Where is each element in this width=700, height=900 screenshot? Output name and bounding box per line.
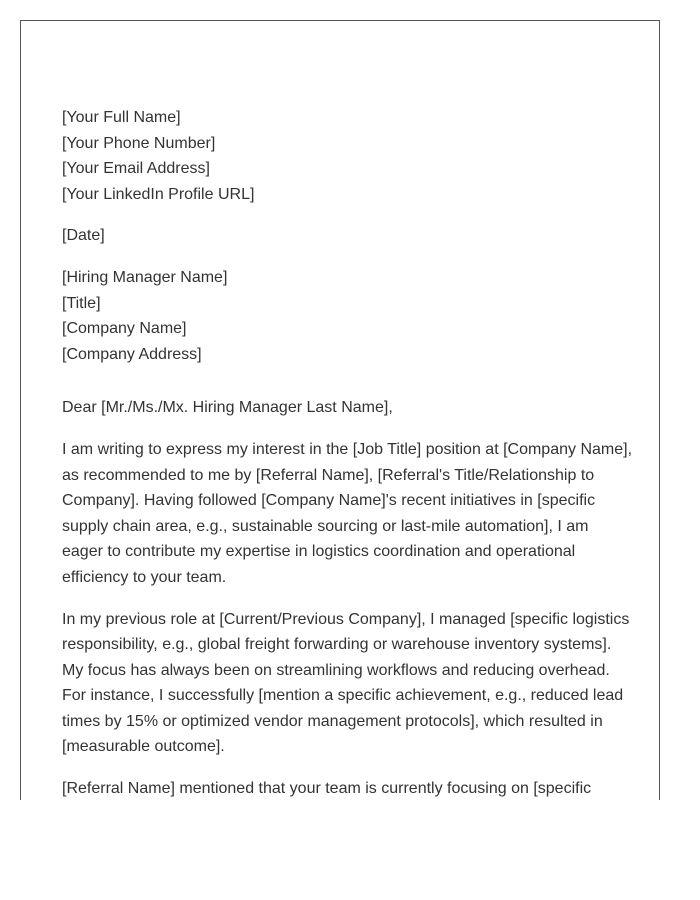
- body-paragraph-1: I am writing to express my interest in the [Job Title] position at [Company Name], as recommended to me by [Referral Name], [Referral's Title/Relationship to Company]. Having followed [Company Name]'s recent initiatives in [specific supply chain area, e.g., sustainable sourcing or last-mile automation], I am eager to contribute my expertise in logistics coordination and operational efficiency to your team.: [62, 440, 633, 586]
- date-block: [62, 223, 632, 249]
- sender-phone: [Your Phone Number]: [62, 134, 216, 152]
- sender-block: [62, 105, 632, 207]
- letter-content: [62, 105, 632, 800]
- sender-linkedin: [Your LinkedIn Profile URL]: [62, 185, 255, 203]
- body-paragraph-2: In my previous role at [Current/Previous Company], I managed [specific logistics responsibility, e.g., global freight forwarding or warehouse inventory systems]. My focus has always been on streamlining workflows and reducing overhead. For instance, I successfully [mention a specific achievement, e.g., reduced lead times by 15% or optimized vendor management protocols], which resulted in [measurable outcome].: [62, 610, 630, 756]
- recipient-title: [Title]: [62, 294, 101, 312]
- recipient-block: [62, 265, 632, 367]
- letter-date: [Date]: [62, 227, 105, 245]
- recipient-hiring-manager: [Hiring Manager Name]: [62, 268, 228, 286]
- sender-email: [Your Email Address]: [62, 160, 210, 178]
- body-paragraph-3: [Referral Name] mentioned that your team is currently focusing on [specific: [62, 780, 592, 798]
- recipient-company-name: [Company Name]: [62, 320, 187, 338]
- recipient-company-address: [Company Address]: [62, 345, 202, 363]
- letter-page: [20, 20, 660, 800]
- salutation-block: [62, 395, 632, 421]
- salutation: Dear [Mr./Ms./Mx. Hiring Manager Last Name],: [62, 399, 393, 417]
- sender-full-name: [Your Full Name]: [62, 109, 181, 126]
